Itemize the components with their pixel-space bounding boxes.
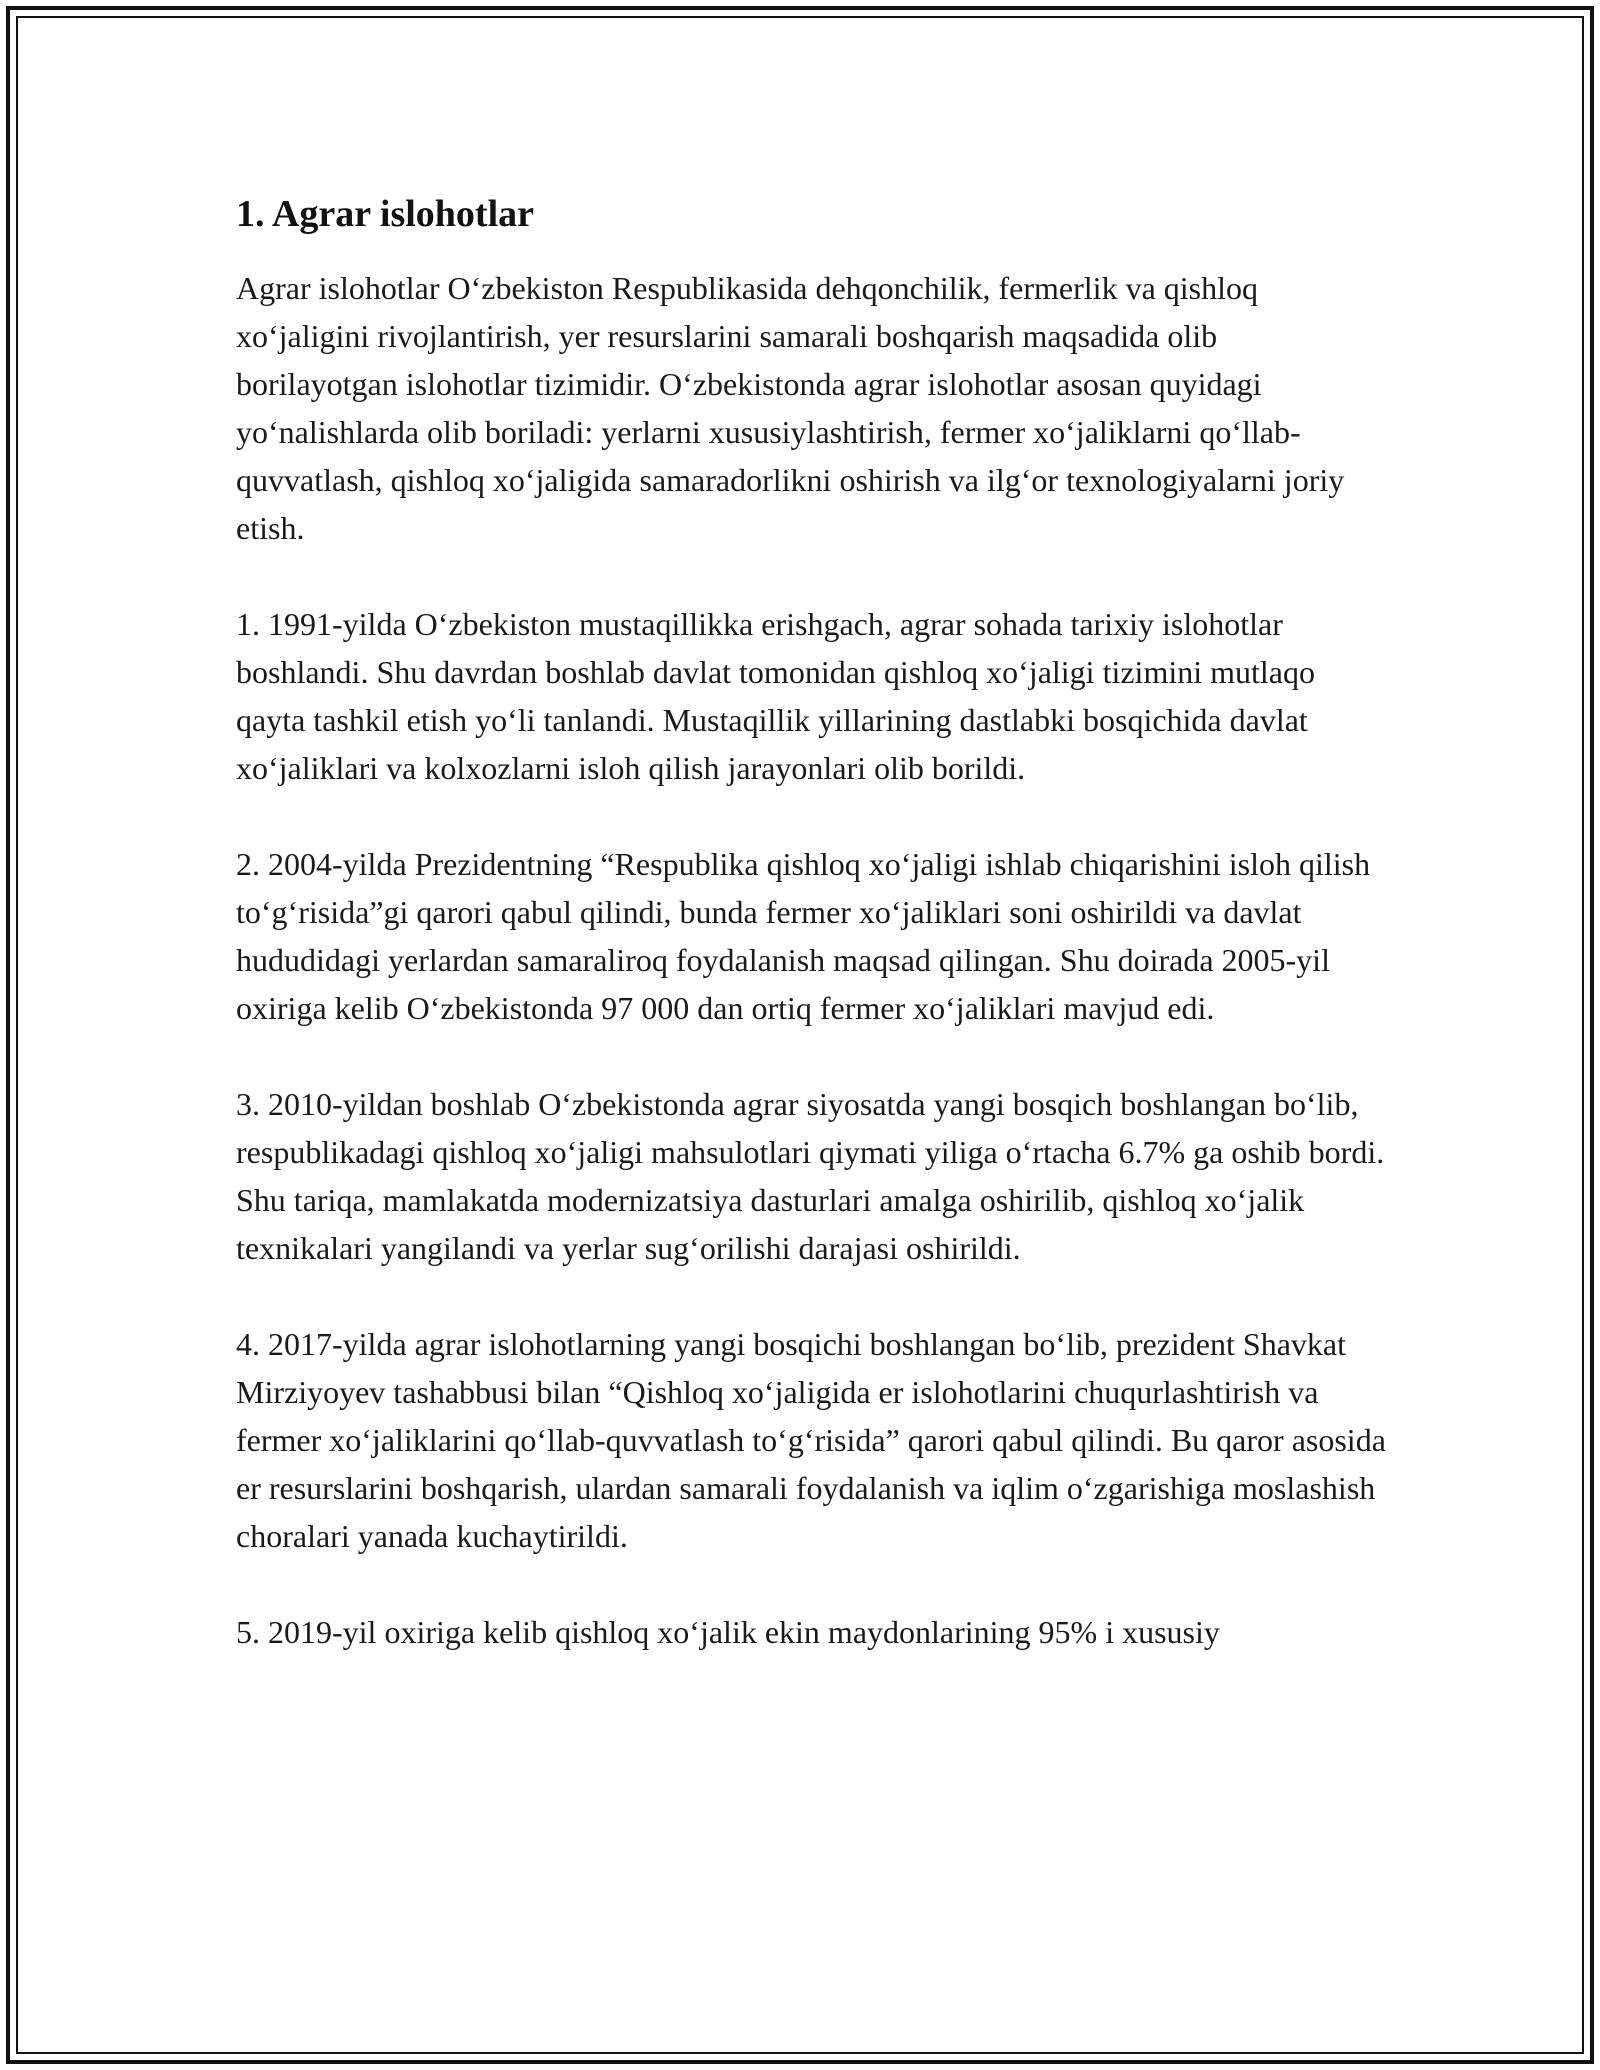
paragraph-2004: 2. 2004-yilda Prezidentning “Respublika qishloq xo‘jaligi ishlab chiqarishini isloh qilish to‘g‘risida”gi qarori qabul qilindi, bunda fermer xo‘jaliklari soni oshirildi va davlat hududidagi yerlardan samaraliroq foydalanish maqsad qilingan. Shu doirada 2005-yil oxiriga kelib O‘zbekistonda 97 000 dan ortiq fermer xo‘jaliklari mavjud edi.	[236, 846, 1371, 1026]
paragraph-2017: 4. 2017-yilda agrar islohotlarning yangi bosqichi boshlangan bo‘lib, prezident Shavkat Mirziyoyev tashabbusi bilan “Qishloq xo‘jaligida er islohotlarini chuqurlashtirish va fermer xo‘jaliklarini qo‘llab-quvvatlash to‘g‘risida” qarori qabul qilindi. Bu qaror asosida er resurslarini boshqarish, ulardan samarali foydalanish va iqlim o‘zgarishiga moslashish choralari yanada kuchaytirildi.	[236, 1326, 1386, 1554]
paragraph-2019: 5. 2019-yil oxiriga kelib qishloq xo‘jalik ekin maydonlarining 95% i xususiy	[236, 1614, 1220, 1650]
paragraph-1991: 1. 1991-yilda O‘zbekiston mustaqillikka erishgach, agrar sohada tarixiy islohotlar boshlandi. Shu davrdan boshlab davlat tomonidan qishloq xo‘jaligi tizimini mutlaqo qayta tashkil etish yo‘li tanlandi. Mustaqillik yillarining dastlabki bosqichida davlat xo‘jaliklari va kolxozlarni isloh qilish jarayonlari olib borildi.	[236, 606, 1315, 786]
document-body	[236, 186, 1386, 1704]
intro-paragraph: Agrar islohotlar O‘zbekiston Respublikasida dehqonchilik, fermerlik va qishloq xo‘jaligini rivojlantirish, yer resurslarini samarali boshqarish maqsadida olib borilayotgan islohotlar tizimidir. O‘zbekistonda agrar islohotlar asosan quyidagi yo‘nalishlarda olib boriladi: yerlarni xususiylashtirish, fermer xo‘jaliklarni qo‘llab-quvvatlash, qishloq xo‘jaligida samaradorlikni oshirish va ilg‘or texnologiyalarni joriy etish.	[236, 270, 1345, 546]
paragraph-2010: 3. 2010-yildan boshlab O‘zbekistonda agrar siyosatda yangi bosqich boshlangan bo‘lib, respublikadagi qishloq xo‘jaligi mahsulotlari qiymati yiliga o‘rtacha 6.7% ga oshib bordi. Shu tariqa, mamlakatda modernizatsiya dasturlari amalga oshirilib, qishloq xo‘jalik texnikalari yangilandi va yerlar sug‘orilishi darajasi oshirildi.	[236, 1086, 1385, 1266]
section-heading: 1. Agrar islohotlar	[236, 193, 535, 235]
